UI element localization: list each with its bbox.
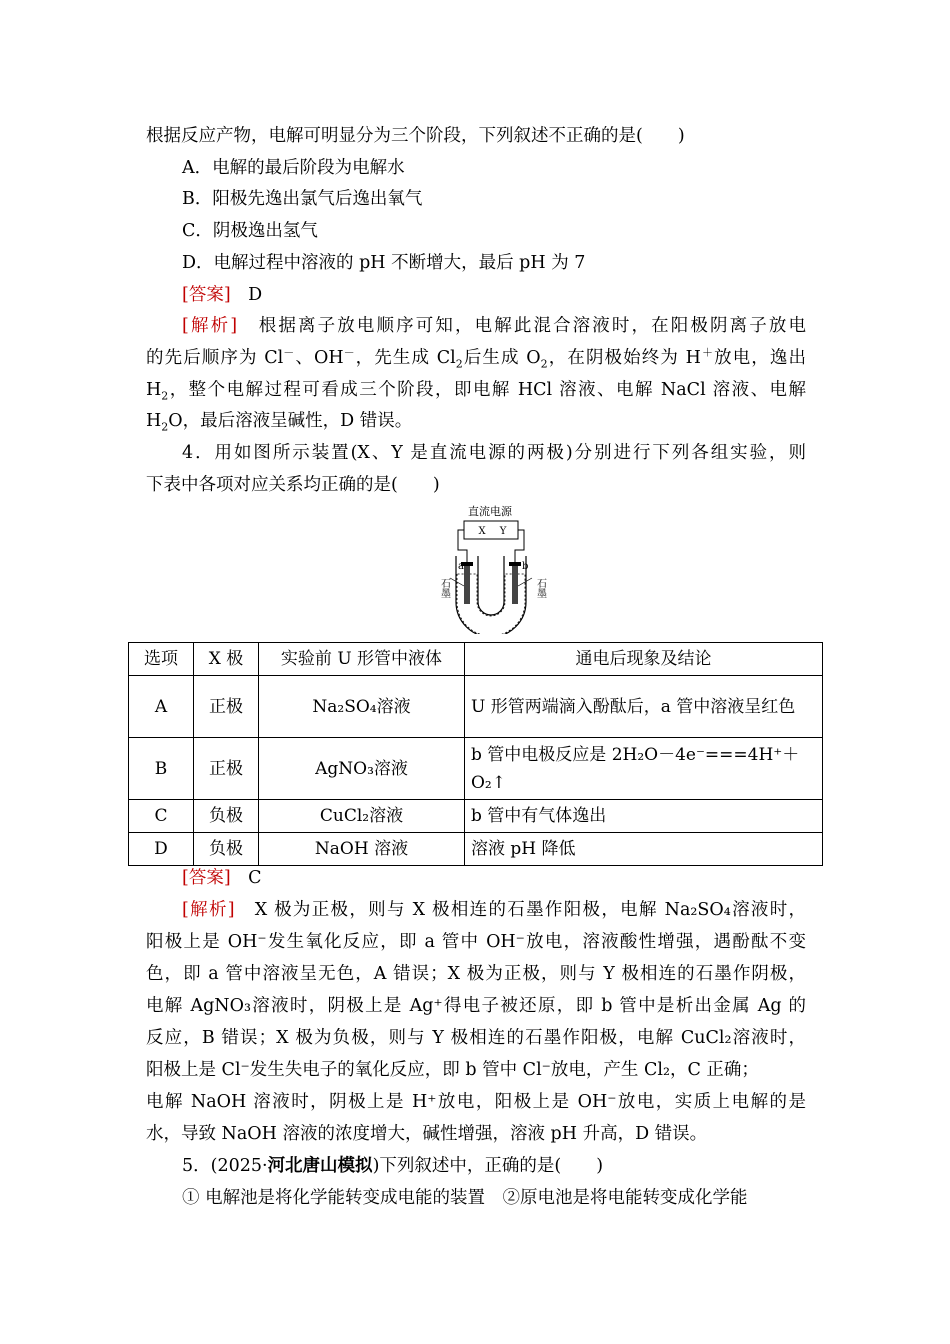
answer-tag: [答案] [182,285,231,305]
q3-analysis-line-4: $H_2O$，最后溶液呈碱性，D 错误。 [146,411,413,434]
q4-analysis-line-4: 电解 AgNO₃溶液时，阴极上是 Ag⁺得电子被还原，即 b 管中是析出金属 Ag 的 [146,996,806,1016]
q5-line-2: ① 电解池是将化学能转变成电能的装置 ②原电池是将电能转变成化学能 [182,1188,748,1208]
q4-analysis-line-8: 水，导致 NaOH 溶液的浓度增大，碱性增强，溶液 pH 升高，D 错误。 [146,1124,708,1144]
q4-analysis-line-5: 反应，B 错误；X 极为负极，则与 Y 极相连的石墨作阳极，电解 CuCl₂溶液时， [146,1028,806,1048]
q3-option-a: A．电解的最后阶段为电解水 [182,158,405,178]
electrode-a-label: a [458,561,464,572]
header-x-pole: X 极 [194,643,259,676]
q3-option-b: B．阳极先逸出氯气后逸出氧气 [182,189,423,209]
q4-stem-line-1: 4．用如图所示装置(X、Y 是直流电源的两极)分别进行下列各组实验，则 [182,443,806,463]
q4-analysis-line-7: 电解 NaOH 溶液时，阴极上是 H⁺放电，阳极上是 OH⁻放电，实质上电解的是 [146,1092,806,1112]
power-label: 直流电源 [468,505,512,518]
q4-analysis-line-1: [解析] X 极为正极，则与 X 极相连的石墨作阳极，电解 Na₂SO₄溶液时， [182,900,807,920]
answer-tag: [答案] [182,868,231,888]
table-row: A 正极 Na₂SO₄溶液 U 形管两端滴入酚酞后，a 管中溶液呈红色 [129,676,823,738]
q3-option-c: C．阴极逸出氢气 [182,221,318,241]
u-tube-apparatus-figure [420,502,560,634]
table-row: B 正极 AgNO₃溶液 b 管中电极反应是 2H₂O－4e⁻===4H⁺＋O₂↑ [129,738,823,800]
q4-analysis-line-3: 色，即 a 管中溶液呈无色，A 错误；X 极为正极，则与 Y 极相连的石墨作阴极， [146,964,806,984]
x-pole-label: X [478,526,486,537]
answer-value: C [248,868,262,888]
q4-stem-line-2: 下表中各项对应关系均正确的是( ) [146,475,440,495]
left-graphite-label: 石墨 [438,578,450,598]
header-result: 通电后现象及结论 [465,643,823,676]
q3-answer [182,283,262,307]
q3-analysis-line-2: 的先后顺序为 Cl－、OH－，先生成 $Cl_2$后生成 $O_2$，在阴极始终为 H＋放电，逸出 [146,346,806,371]
header-option: 选项 [129,643,194,676]
analysis-tag: [解析] [182,900,235,920]
answer-value: D [248,285,263,305]
q3-option-d: D．电解过程中溶液的 pH 不断增大，最后 pH 为 7 [182,253,586,273]
table-header-row [129,643,823,676]
q4-analysis-line-6: 阳极上是 Cl⁻发生失电子的氧化反应，即 b 管中 Cl⁻放电，产生 Cl₂，C 正确； [146,1060,759,1080]
q3-stem: 根据反应产物，电解可明显分为三个阶段，下列叙述不正确的是( ) [146,126,685,146]
table-row: D 负极 NaOH 溶液 溶液 pH 降低 [129,833,823,866]
right-graphite-label: 石墨 [534,578,546,598]
q4-options-table [128,642,823,866]
q3-analysis-line-3: $H_2$，整个电解过程可看成三个阶段，即电解 HCl 溶液、电解 NaCl 溶液、电解 [146,380,806,403]
electrode-b-label: b [522,561,529,572]
table-row: C 负极 CuCl₂溶液 b 管中有气体逸出 [129,800,823,833]
q5-stem: 5．(2025·河北唐山模拟)下列叙述中，正确的是( ) [182,1156,604,1176]
q4-analysis-line-2: 阳极上是 OH⁻发生氧化反应，即 a 管中 OH⁻放电，溶液酸性增强，遇酚酞不变 [146,932,806,952]
q4-answer [182,866,262,890]
y-pole-label: Y [499,526,507,537]
q3-analysis-line-1: [解析] 根据离子放电顺序可知，电解此混合溶液时，在阳极阴离子放电 [182,316,807,336]
header-liquid: 实验前 U 形管中液体 [259,643,465,676]
analysis-tag: [解析] [182,316,238,336]
